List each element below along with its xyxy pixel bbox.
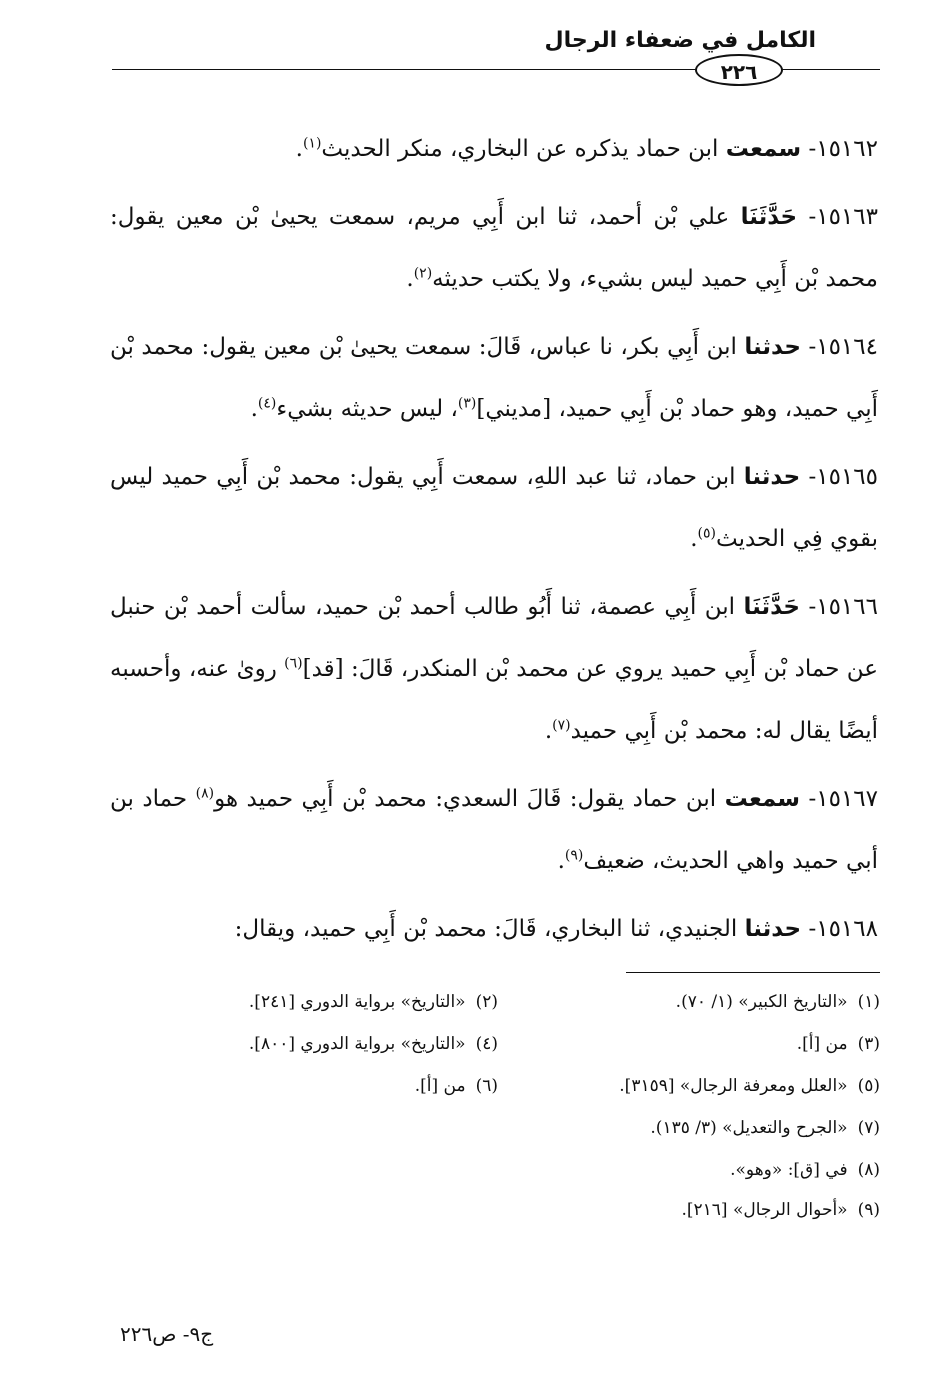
entry-text: ابن حماد يقول: قَالَ السعدي: محمد بْن أَبِي حميد هو [214,786,717,812]
entry-15163 [110,186,878,310]
entry-keyword: سمعت [725,136,802,162]
footnote-text: في [ق]: «وهو». [730,1160,848,1180]
footnote-number: (٥) [857,1076,880,1096]
entry-text: ابن أَبِي بكر، نا عباس، قَالَ: سمعت يحيىٰ بْن معين يقول: محمد بْن أَبِي حميد، وهو حماد بْن أَبِي حميد، [مديني] [110,334,878,422]
entry-text: ابن أَبِي عصمة، ثنا أَبُو طالب أحمد بْن حميد، سألت أحمد بْن حنبل عن حماد بْن أَبِي حميد يروي عن محمد بْن المنكدر، قَالَ: [قد] [110,594,878,682]
footnote-ref: (٢) [413,265,433,282]
footnote-text: «العلل ومعرفة الرجال» [٣١٥٩]. [619,1076,848,1096]
entry-number: ١٥١٦٥- [808,464,879,490]
footnote-text: «أحوال الرجال» [٢١٦]. [681,1200,848,1220]
entry-text-tail: . [250,396,258,422]
footnote-number: (٨) [857,1160,880,1180]
footnote-8 [730,1160,880,1180]
footnote-ref: (٨) [195,785,215,802]
entry-keyword: حَدَّثَنَا [740,204,798,230]
footnote-7 [650,1118,880,1138]
entry-15168 [110,898,878,960]
entry-text: ابن حماد، ثنا عبد اللهِ، سمعت أَبِي يقول: محمد بْن أَبِي حميد ليس بقوي فِي الحديث [110,464,878,552]
footnote-number: (٧) [857,1118,880,1138]
entry-keyword: حَدَّثَنَا [743,594,801,620]
footnote-number: (٦) [475,1076,498,1096]
footnote-ref: (٥) [697,525,716,542]
footnote-5 [619,1076,880,1096]
footnote-text: «التاريخ الكبير» (١/ ٧٠). [675,992,848,1012]
entry-keyword: حدثنا [743,464,801,490]
entry-text: علي بْن أحمد، ثنا ابن أَبِي مريم، سمعت يحيىٰ بْن معين يقول: محمد بْن أَبِي حميد ليس بشيء، ولا يكتب حديثه [110,204,878,292]
footnote-text: من [أ]. [414,1076,466,1096]
entry-15162 [110,118,878,180]
entry-number: ١٥١٦٧- [808,786,879,812]
book-title: الكامل في ضعفاء الرجال [544,28,816,53]
entry-15166 [110,576,878,762]
footnote-text: «التاريخ» برواية الدوري [٢٤١]. [248,992,466,1012]
entry-text-tail: حماد بن أبي حميد واهي الحديث، ضعيف [110,786,878,874]
entry-text: ابن حماد يذكره عن البخاري، منكر الحديث [321,136,719,162]
footnote-number: (٩) [857,1200,880,1220]
entry-keyword: حدثنا [744,916,802,942]
footnote-text: «الجرح والتعديل» (٣/ ١٣٥). [650,1118,848,1138]
entry-text-tail: . [544,718,553,744]
entry-text-tail: . [557,848,565,874]
footnote-1 [676,992,880,1012]
footnote-ref: (٧) [552,717,571,734]
entry-text-tail: . [690,526,698,552]
entry-number: ١٥١٦٦- [808,594,878,620]
footnote-9 [681,1200,880,1220]
entry-keyword: حدثنا [744,334,801,360]
footnote-ref: (٤) [257,395,277,412]
footnote-rule [626,972,880,973]
footnote-ref: (٦) [284,655,303,672]
footnote-number: (٢) [475,992,498,1012]
footnote-text: «التاريخ» برواية الدوري [٨٠٠]. [248,1034,466,1054]
footnote-4 [249,1034,498,1054]
footnote-2 [249,992,498,1012]
footnote-6 [415,1076,498,1096]
footnote-number: (١) [857,992,880,1012]
entry-15165 [110,446,878,570]
entry-text-tail: . [406,266,414,292]
footnote-ref: (٩) [564,847,584,864]
footnote-number: (٤) [475,1034,498,1054]
footnote-ref: (١) [302,135,322,152]
entry-15164 [110,316,878,440]
entry-text: الجنيدي، ثنا البخاري، قَالَ: محمد بْن أَبِي حميد، ويقال: [234,916,738,942]
entries-body [110,118,878,966]
entry-text-tail: . [295,136,303,162]
footnote-number: (٣) [857,1034,880,1054]
entry-number: ١٥١٦٤- [808,334,878,360]
entry-text-tail: ، ليس حديثه بشيء [276,396,458,422]
page-number-badge: ٢٢٦ [695,54,783,86]
footnote-text: من [أ]. [796,1034,848,1054]
entry-text-tail: رویٰ عنه، وأحسبه أيضًا يقال له: محمد بْن أَبِي حميد [110,656,878,744]
entry-number: ١٥١٦٨- [808,916,878,942]
entry-number: ١٥١٦٣- [808,204,879,230]
entry-number: ١٥١٦٢- [808,136,878,162]
entry-keyword: سمعت [724,786,800,812]
footnote-ref: (٣) [457,395,477,412]
volume-page-ref: ج٩- ص٢٢٦ [120,1322,214,1346]
footnote-3 [797,1034,880,1054]
footnotes [110,992,880,1242]
entry-15167 [110,768,878,892]
